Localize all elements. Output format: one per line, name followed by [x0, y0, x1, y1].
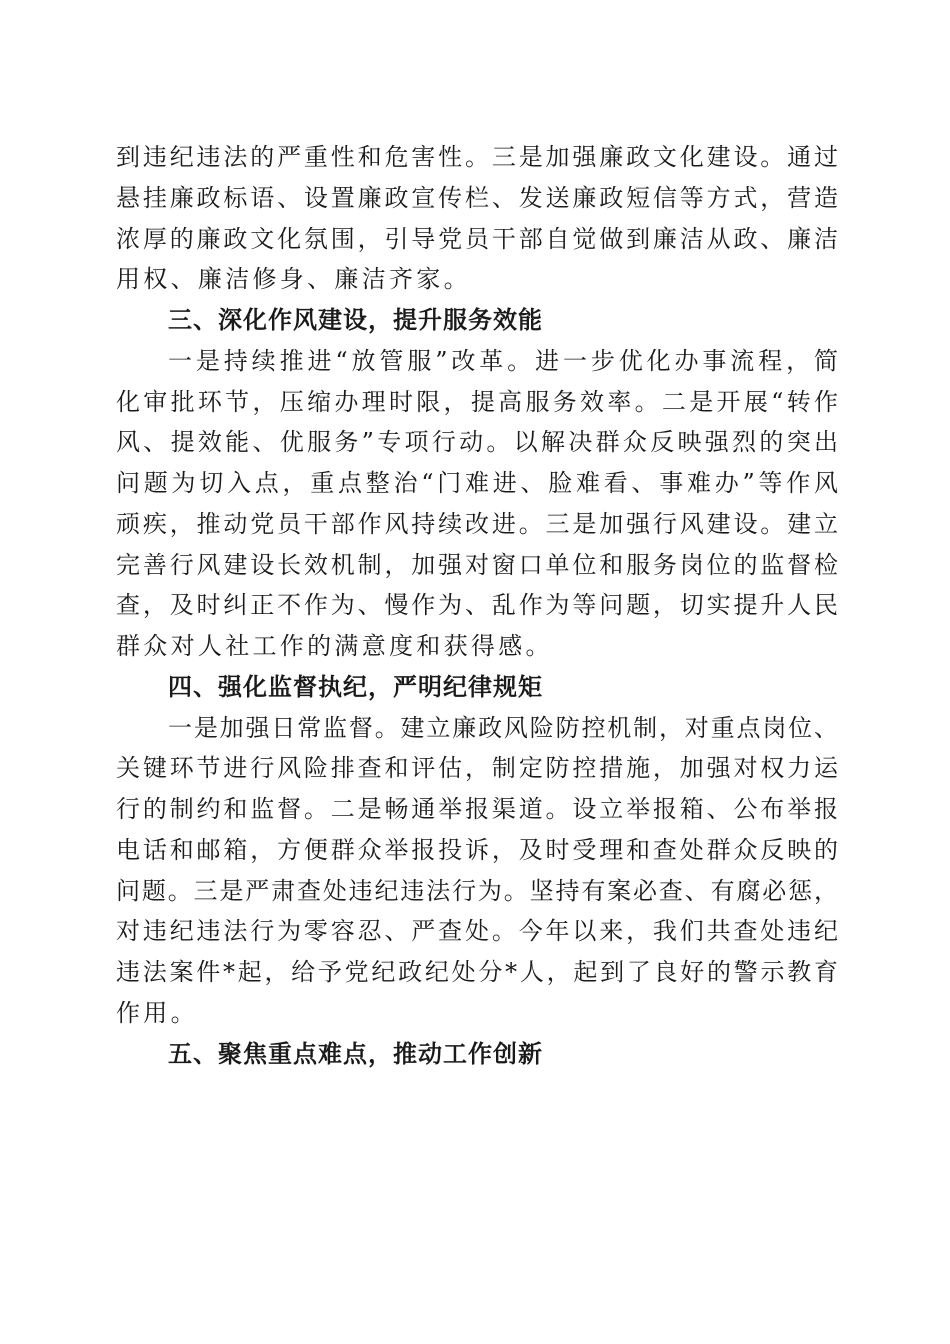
body-paragraph: [116, 341, 838, 667]
document-page: [116, 137, 838, 1074]
paragraph-line: 电话和邮箱，方便群众举报投诉，及时受理和查处群众反映的: [116, 835, 838, 864]
paragraph-line: 作用。: [116, 998, 198, 1027]
paragraph-line: 群众对人社工作的满意度和获得感。: [116, 632, 553, 660]
paragraph-line: 完善行风建设长效机制，加强对窗口单位和服务岗位的监督检: [116, 550, 838, 579]
section-heading: [116, 667, 838, 708]
paragraph-line: 违法案件*起，给予党纪政纪处分*人，起到了良好的警示教育: [116, 958, 838, 986]
section-heading: [116, 1034, 838, 1075]
paragraph-line: 浓厚的廉政文化氛围，引导党员干部自觉做到廉洁从政、廉洁: [116, 224, 838, 253]
document-body: [116, 137, 838, 1074]
heading-text: 三、深化作风建设，提升服务效能: [168, 306, 543, 334]
paragraph-line: 行的制约和监督。二是畅通举报渠道。设立举报箱、公布举报: [116, 795, 838, 823]
paragraph-line: 风、提效能、优服务”专项行动。以解决群众反映强烈的突出: [116, 428, 838, 457]
paragraph-line: 到违纪违法的严重性和危害性。三是加强廉政文化建设。通过: [116, 143, 838, 171]
heading-text: 四、强化监督执纪，严明纪律规矩: [168, 672, 543, 701]
paragraph-line: 一是持续推进“放管服”改革。进一步优化办事流程，简: [168, 346, 838, 375]
heading-text: 五、聚焦重点难点，推动工作创新: [168, 1039, 543, 1068]
paragraph-line: 查，及时纠正不作为、慢作为、乱作为等问题，切实提升人民: [116, 591, 838, 620]
paragraph-line: 一是加强日常监督。建立廉政风险防控机制，对重点岗位、: [168, 713, 838, 742]
paragraph-line: 顽疾，推动党员干部作风持续改进。三是加强行风建设。建立: [116, 509, 838, 538]
paragraph-line: 悬挂廉政标语、设置廉政宣传栏、发送廉政短信等方式，营造: [116, 183, 838, 212]
paragraph-line: 问题为切入点，重点整治“门难进、脸难看、事难办”等作风: [116, 469, 838, 497]
body-paragraph: [116, 137, 838, 300]
section-heading: [116, 300, 838, 341]
body-paragraph: [116, 708, 838, 1034]
paragraph-line: 化审批环节，压缩办理时限，提高服务效率。二是开展“转作: [116, 387, 838, 416]
paragraph-line: 对违纪违法行为零容忍、严查处。今年以来，我们共查处违纪: [116, 917, 838, 946]
paragraph-line: 关键环节进行风险排查和评估，制定防控措施，加强对权力运: [116, 754, 838, 783]
paragraph-line: 用权、廉洁修身、廉洁齐家。: [116, 265, 471, 294]
paragraph-line: 问题。三是严肃查处违纪违法行为。坚持有案必查、有腐必惩，: [116, 876, 838, 905]
